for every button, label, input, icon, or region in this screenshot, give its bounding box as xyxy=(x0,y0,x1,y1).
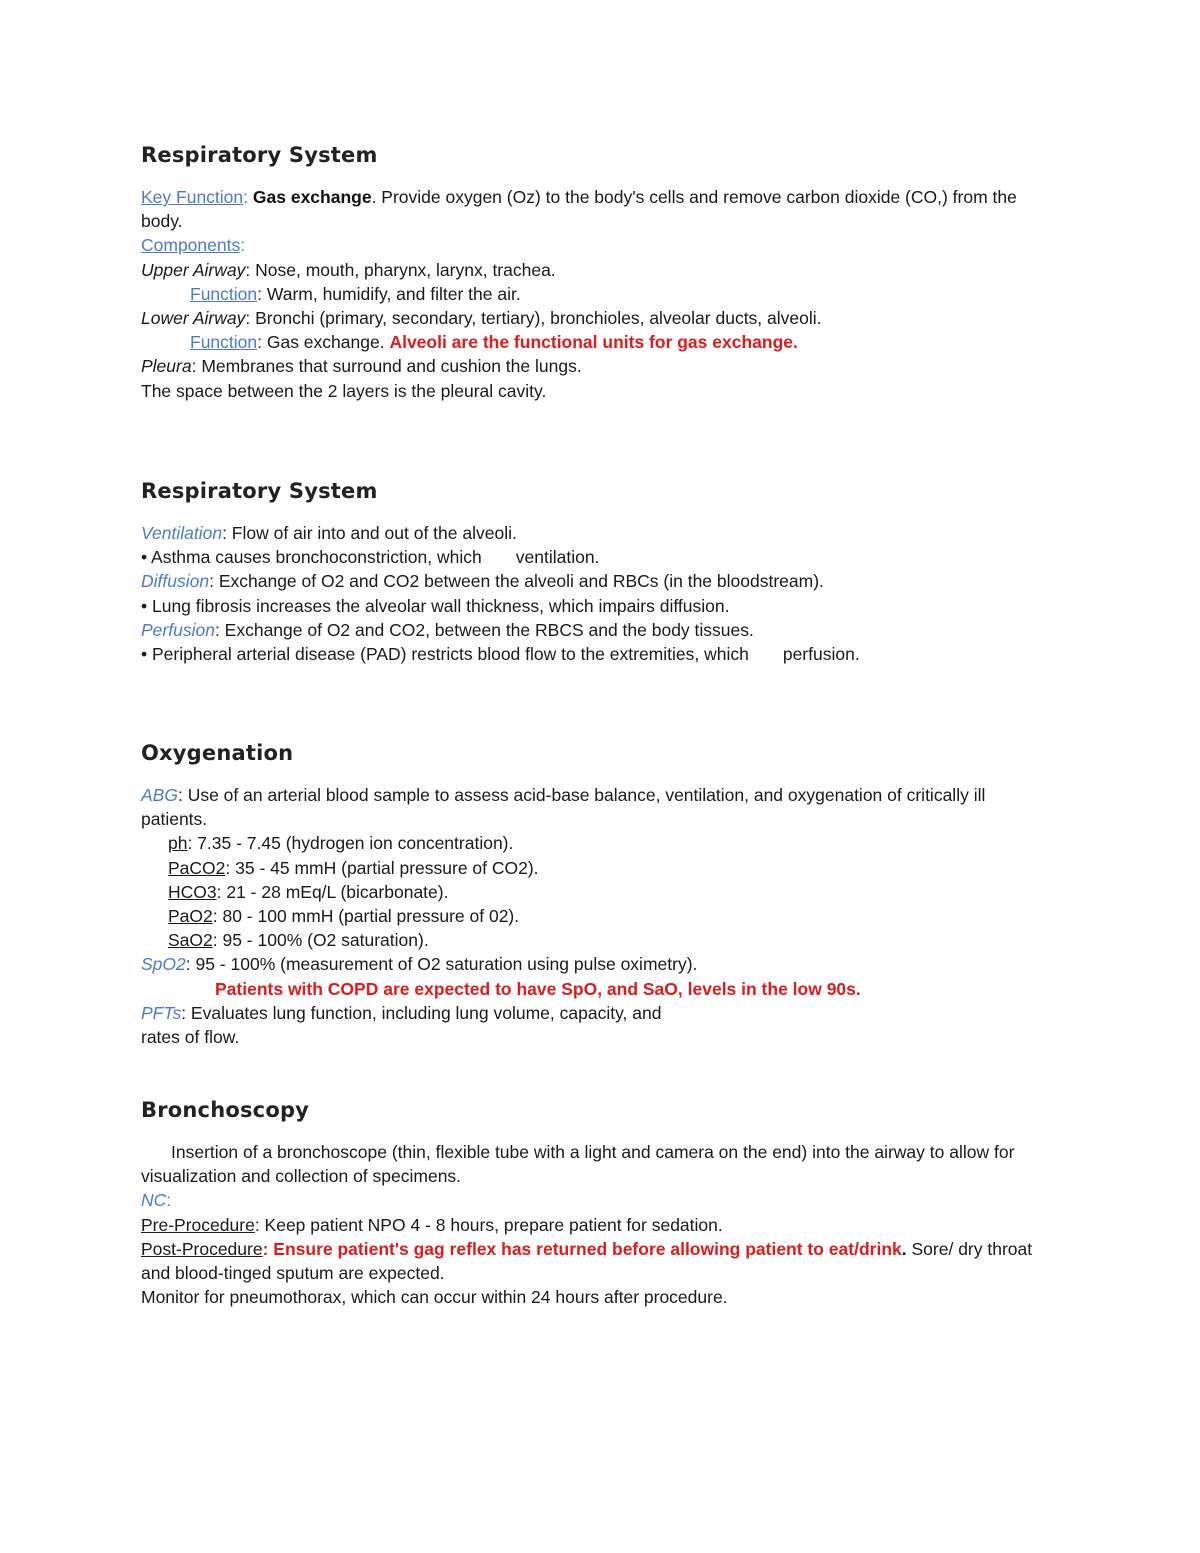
upper-function-label[interactable]: Function xyxy=(190,283,258,304)
upper-airway-label: Upper Airway xyxy=(141,259,246,280)
pft-line-2: rates of flow. xyxy=(141,1027,240,1048)
perfusion-label: Perfusion xyxy=(141,619,215,640)
abg-line xyxy=(141,783,1011,831)
ph-line: ph: 7.35 - 7.45 (hydrogen ion concentration). xyxy=(168,833,514,854)
key-function-label[interactable]: Key Function xyxy=(141,187,244,207)
pleura-label: Pleura xyxy=(141,356,192,377)
paco2-label: PaCO2 xyxy=(168,857,226,878)
pre-procedure-line: Pre-Procedure: Keep patient NPO 4 - 8 hours, prepare patient for sedation. xyxy=(141,1214,723,1235)
section-title: Respiratory System xyxy=(141,479,378,503)
section-respiratory-system-2 xyxy=(141,479,1061,666)
diffusion-label: Diffusion xyxy=(141,571,210,592)
post-procedure-line: Post-Procedure: Ensure patient's gag reflex has returned before allowing patient to eat/drink. Sore/ dry throat and blood-tinged sputum are expected. xyxy=(141,1238,1033,1284)
pft-line: PFTs: Evaluates lung function, including lung volume, capacity, and xyxy=(141,1002,662,1023)
post-procedure-label: Post-Procedure xyxy=(141,1238,263,1259)
components-label[interactable]: Components xyxy=(141,235,241,256)
section-title: Oxygenation xyxy=(141,741,294,765)
upper-airway-line xyxy=(141,258,1061,282)
upper-function-line xyxy=(141,282,1061,306)
components-line: Components: xyxy=(141,235,246,256)
copd-highlight: Patients with COPD are expected to have SpO, and SaO, levels in the low 90s. xyxy=(215,978,861,999)
diffusion-line xyxy=(141,569,1061,593)
abg-label: ABG xyxy=(141,785,178,805)
perfusion-line xyxy=(141,618,1061,642)
section-oxygenation xyxy=(141,741,1061,1049)
lower-function-highlight: Alveoli are the functional units for gas exchange. xyxy=(389,332,798,353)
pleura-line xyxy=(141,354,1061,378)
pft-label: PFTs xyxy=(141,1002,182,1023)
ventilation-text: : Flow of air into and out of the alveoli. xyxy=(222,523,517,543)
hco3-label: HCO3 xyxy=(168,881,217,902)
section-bronchoscopy xyxy=(141,1098,1061,1309)
fibrosis-line: • Lung fibrosis increases the alveolar wall thickness, which impairs diffusion. xyxy=(141,595,730,616)
key-function-line: Key Function: Gas exchange. Provide oxygen (Oz) to the body's cells and remove carbon dioxide (CO,) from the body. xyxy=(141,187,1017,232)
copd-note-line xyxy=(141,977,1061,1001)
pad-line: • Peripheral arterial disease (PAD) restricts blood flow to the extremities, which perfusion. xyxy=(141,644,860,665)
spo2-line: SpO2: 95 - 100% (measurement of O2 saturation using pulse oximetry). xyxy=(141,954,698,975)
sao2-label: SaO2 xyxy=(168,930,213,951)
section-title: Respiratory System xyxy=(141,143,378,167)
spo2-label: SpO2 xyxy=(141,954,186,975)
pao2-line: PaO2: 80 - 100 mmH (partial pressure of 02). xyxy=(168,906,520,927)
paco2-line: PaCO2: 35 - 45 mmH (partial pressure of CO2). xyxy=(168,857,539,878)
monitor-line: Monitor for pneumothorax, which can occur within 24 hours after procedure. xyxy=(141,1287,728,1308)
upper-airway-text: : Nose, mouth, pharynx, larynx, trachea. xyxy=(245,259,556,280)
hco3-line: HCO3: 21 - 28 mEq/L (bicarbonate). xyxy=(168,881,449,902)
nc-line: NC: xyxy=(141,1190,172,1211)
pre-procedure-label: Pre-Procedure xyxy=(141,1214,255,1235)
bronchoscopy-intro: Insertion of a bronchoscope (thin, flexible tube with a light and camera on the end) into the airway to allow for visualization and collection of specimens. xyxy=(141,1142,1015,1187)
lower-airway-line xyxy=(141,306,1061,330)
pleura-text: : Membranes that surround and cushion the lungs. xyxy=(191,356,582,377)
key-function-bold: Gas exchange xyxy=(252,187,372,207)
lower-airway-label: Lower Airway xyxy=(141,308,246,329)
lower-function-text: : Gas exchange. xyxy=(257,332,390,353)
nc-label: NC xyxy=(141,1190,167,1211)
sao2-line: SaO2: 95 - 100% (O2 saturation). xyxy=(168,930,429,951)
lower-function-label[interactable]: Function xyxy=(190,332,258,353)
upper-function-text: : Warm, humidify, and filter the air. xyxy=(257,283,521,304)
abg-text: : Use of an arterial blood sample to assess acid-base balance, ventilation, and oxygenation of critically ill patients. xyxy=(141,785,986,830)
ph-label: ph xyxy=(168,833,188,854)
ventilation-line xyxy=(141,521,1061,545)
key-function-text: . Provide oxygen (Oz) to the body's cells and remove carbon dioxide (CO,) from the body. xyxy=(141,187,1017,232)
diffusion-text: : Exchange of O2 and CO2 between the alveoli and RBCs (in the bloodstream). xyxy=(209,571,824,592)
section-title: Bronchoscopy xyxy=(141,1098,310,1122)
lower-airway-text: : Bronchi (primary, secondary, tertiary), bronchioles, alveolar ducts, alveoli. xyxy=(245,308,822,329)
lower-function-line xyxy=(141,330,1061,354)
pleural-space-line: The space between the 2 layers is the pleural cavity. xyxy=(141,380,547,401)
asthma-line: • Asthma causes bronchoconstriction, which ventilation. xyxy=(141,547,600,568)
pao2-label: PaO2 xyxy=(168,906,213,927)
post-procedure-highlight: Ensure patient's gag reflex has returned before allowing patient to eat/drink xyxy=(273,1238,902,1259)
section-respiratory-system-1 xyxy=(141,143,1061,403)
ventilation-label: Ventilation xyxy=(141,523,223,543)
perfusion-text: : Exchange of O2 and CO2, between the RBCS and the body tissues. xyxy=(214,619,754,640)
